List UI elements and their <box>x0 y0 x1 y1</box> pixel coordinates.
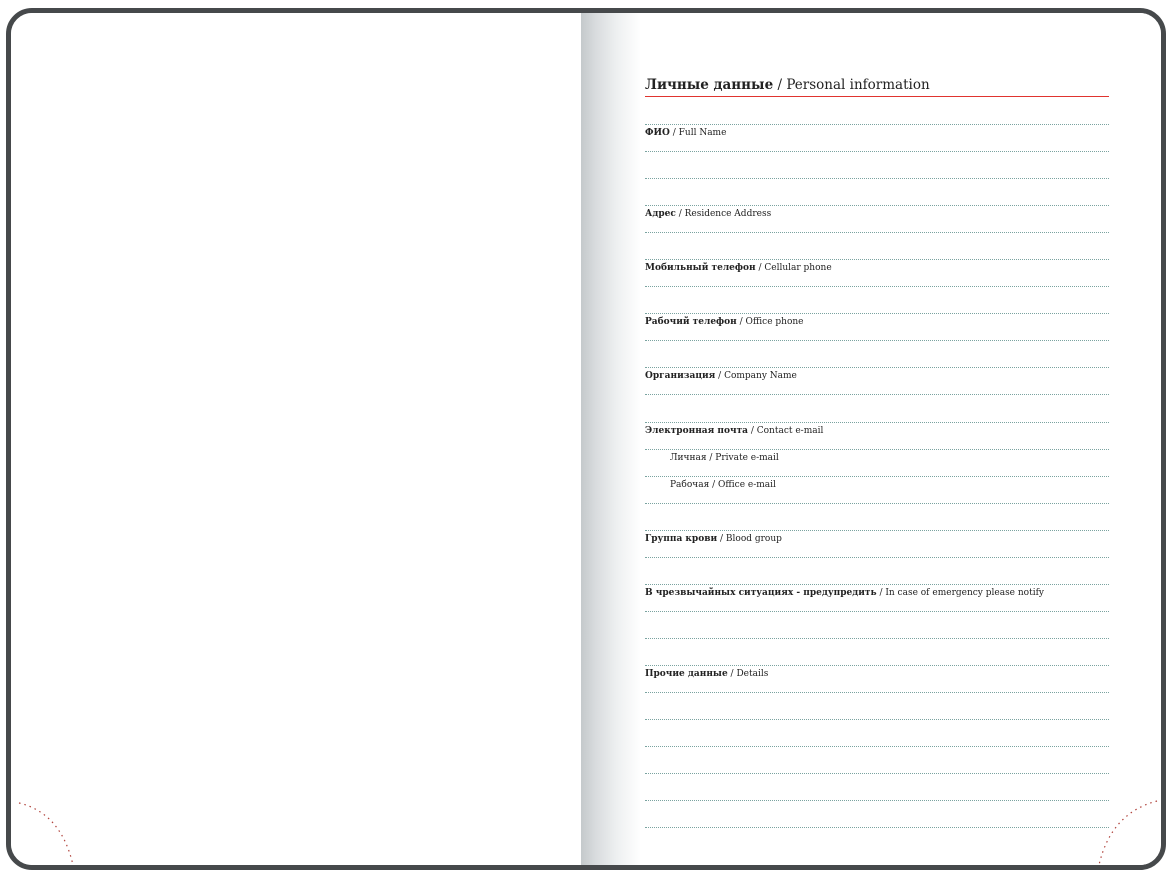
notebook-spread <box>6 8 1166 870</box>
writing-line[interactable] <box>645 800 1109 801</box>
writing-line[interactable] <box>645 259 1109 260</box>
label-address: Адрес / Residence Address <box>645 209 772 219</box>
label-private-email: Личная / Private e-mail <box>670 453 779 463</box>
page-title: Личные данные / Personal information <box>645 77 930 93</box>
corner-dots-left <box>11 775 101 865</box>
label-office-phone: Рабочий телефон / Office phone <box>645 317 804 327</box>
writing-line[interactable] <box>645 530 1109 531</box>
writing-line[interactable] <box>645 557 1109 558</box>
writing-line[interactable] <box>645 367 1109 368</box>
writing-line[interactable] <box>645 773 1109 774</box>
title-en: Personal information <box>786 77 930 93</box>
title-underline <box>645 96 1109 97</box>
writing-line[interactable] <box>645 584 1109 585</box>
writing-line[interactable] <box>645 394 1109 395</box>
right-page <box>581 13 1161 865</box>
label-full-name: ФИО / Full Name <box>645 128 727 138</box>
title-ru: Личные данные <box>645 77 774 93</box>
writing-line[interactable] <box>645 340 1109 341</box>
writing-line[interactable] <box>645 746 1109 747</box>
writing-line[interactable] <box>645 638 1109 639</box>
writing-line[interactable] <box>645 124 1109 125</box>
writing-line[interactable] <box>645 232 1109 233</box>
label-company: Организация / Company Name <box>645 371 797 381</box>
writing-line[interactable] <box>645 692 1109 693</box>
label-email: Электронная почта / Contact e-mail <box>645 426 824 436</box>
writing-line[interactable] <box>645 503 1109 504</box>
writing-line[interactable] <box>645 476 1109 477</box>
writing-line[interactable] <box>645 422 1109 423</box>
writing-line[interactable] <box>645 205 1109 206</box>
writing-line[interactable] <box>645 286 1109 287</box>
label-emergency-contact: В чрезвычайных ситуациях - предупредить / In case of emergency please notify <box>645 588 1044 598</box>
left-page <box>11 13 581 865</box>
writing-line[interactable] <box>645 313 1109 314</box>
page-gutter-shadow <box>581 13 641 865</box>
writing-line[interactable] <box>645 151 1109 152</box>
writing-line[interactable] <box>645 449 1109 450</box>
writing-line[interactable] <box>645 827 1109 828</box>
label-details: Прочие данные / Details <box>645 669 769 679</box>
label-cellular-phone: Мобильный телефон / Cellular phone <box>645 263 832 273</box>
writing-line[interactable] <box>645 719 1109 720</box>
corner-dots-right <box>1071 775 1161 865</box>
writing-line[interactable] <box>645 178 1109 179</box>
writing-line[interactable] <box>645 665 1109 666</box>
writing-line[interactable] <box>645 611 1109 612</box>
label-office-email: Рабочая / Office e-mail <box>670 480 776 490</box>
label-blood-group: Группа крови / Blood group <box>645 534 782 544</box>
